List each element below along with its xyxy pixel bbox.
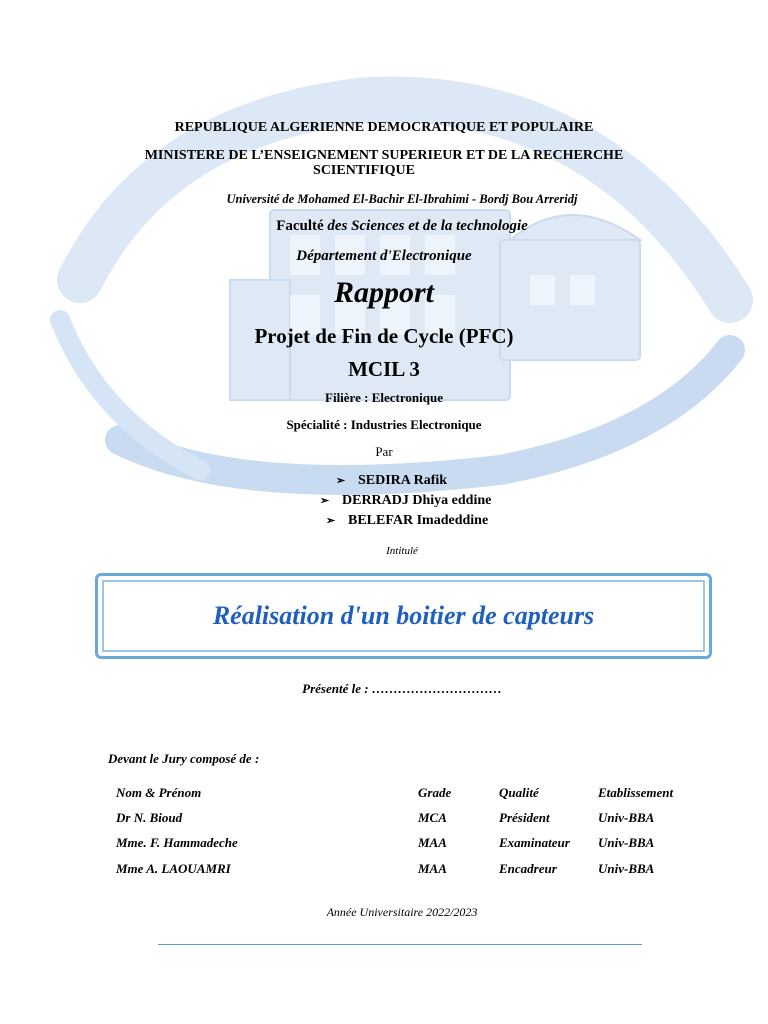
jury-cell-grade: MAA [418,835,447,850]
par-label: Par [375,444,393,459]
filiere [0,390,768,406]
jury-header-qualite: Qualité [499,785,539,800]
student-item [336,473,447,489]
ministry-heading-line1: MINISTERE DE L’ENSEIGNEMENT SUPERIEUR ET DE LA RECHERCHE [144,148,624,163]
student-name: DERRADJ Dhiya eddine [342,493,492,508]
filiere-value: : Electronique [364,390,443,405]
project-title-box [95,573,712,659]
student-item [326,513,488,529]
jury-header-name: Nom & Prénom [116,785,202,800]
ministry-heading-line2: SCIENTIFIQUE [313,163,415,178]
student-name: BELEFAR Imadeddine [348,513,489,528]
student-name: SEDIRA Rafik [358,473,448,488]
jury-cell-etablissement: Univ-BBA [598,835,655,850]
arrow-bullet-icon: ➢ [336,475,346,487]
jury-cell-qualite: Encadreur [499,861,557,876]
department-name: Département d'Electronique [296,248,472,264]
thesis-title: Réalisation d'un boitier de capteurs [212,601,595,630]
faculty-name [18,218,768,235]
jury-cell-etablissement: Univ-BBA [598,810,655,825]
intitule-label: Intitulé [386,545,418,557]
report-title: Rapport [333,276,435,309]
student-item [320,493,491,509]
arrow-bullet-icon: ➢ [320,495,330,507]
jury-cell-qualite: Examinateur [499,835,570,850]
faculty-rest: des Sciences et de la technologie [327,218,528,234]
jury-cell-name: Mme A. LAOUAMRI [116,861,231,876]
jury-intro: Devant le Jury composé de : [108,751,260,766]
academic-year: Année Universitaire 2022/2023 [326,905,478,919]
jury-cell-etablissement: Univ-BBA [598,861,655,876]
faculty-prefix: Faculté [276,218,324,234]
jury-header-grade: Grade [418,785,452,800]
jury-cell-grade: MAA [418,861,447,876]
project-title: Projet de Fin de Cycle (PFC) [254,324,514,348]
filiere-label: Filière [325,390,361,405]
jury-cell-name: Dr N. Bioud [116,810,183,825]
jury-cell-name: Mme. F. Hammadeche [116,835,238,850]
jury-cell-qualite: Président [499,810,550,825]
university-name: Université de Mohamed El-Bachir El-Ibrahimi - Bordj Bou Arreridj [226,192,578,206]
program-code: MCIL 3 [348,357,420,381]
footer-divider [158,944,642,945]
republic-heading: REPUBLIQUE ALGERIENNE DEMOCRATIQUE ET POPULAIRE [174,120,594,135]
specialite: Spécialité : Industries Electronique [286,417,482,432]
arrow-bullet-icon: ➢ [326,515,336,527]
presented-date: Présenté le : ………………………… [302,681,502,696]
jury-header-etablissement: Etablissement [598,785,674,800]
jury-cell-grade: MCA [418,810,447,825]
